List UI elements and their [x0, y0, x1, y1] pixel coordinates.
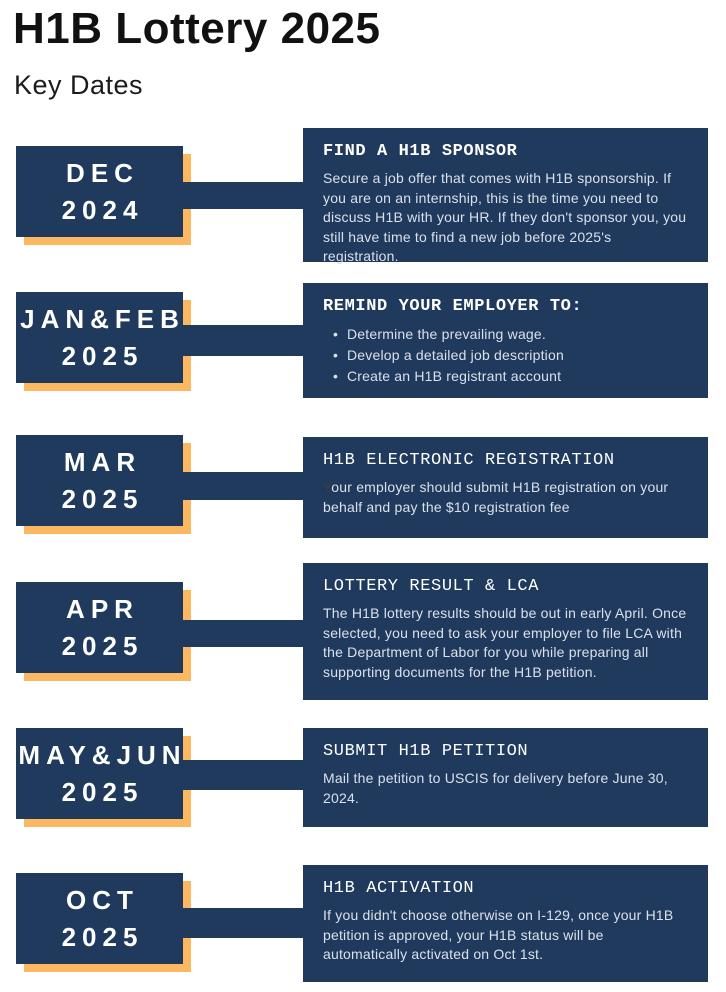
- section-body: Your employer should submit H1B registration on your behalf and pay the $10 registration fee: [323, 479, 669, 515]
- section-body: Mail the petition to USCIS for delivery before June 30, 2024.: [323, 770, 668, 806]
- section-bullets: [323, 324, 688, 387]
- content-box: [303, 283, 708, 398]
- section-heading: SUBMIT H1B PETITION: [323, 742, 529, 761]
- date-box: [16, 873, 183, 964]
- dark-first-letter: Y: [323, 479, 332, 495]
- date-month: DEC: [66, 157, 139, 188]
- date-year: 2024: [61, 194, 144, 225]
- content-box: [303, 437, 708, 538]
- date-month: APR: [66, 593, 139, 624]
- section-heading: H1B ELECTRONIC REGISTRATION: [323, 451, 615, 470]
- date-year: 2025: [61, 630, 144, 661]
- date-box: [16, 435, 183, 526]
- date-year: 2025: [61, 776, 144, 807]
- date-box: [16, 146, 183, 237]
- date-box: [16, 292, 183, 383]
- date-year: 2025: [61, 340, 144, 371]
- section-body: Secure a job offer that comes with H1B sponsorship. If you are on an internship, this is the time you need to discuss H1B with your HR. If they don't sponsor you, you still have time to find a new job before 2025's registration.: [323, 170, 687, 264]
- bullet-item: • Develop a detailed job description: [347, 345, 688, 366]
- section-heading: H1B ACTIVATION: [323, 879, 475, 898]
- content-box: [303, 128, 708, 262]
- page-subtitle: Key Dates: [14, 70, 144, 100]
- page-title: H1B Lottery 2025: [13, 4, 381, 53]
- bullet-item: • Determine the prevailing wage.: [347, 324, 688, 345]
- content-box: [303, 563, 708, 700]
- date-month: MAY&JUN: [18, 739, 187, 770]
- content-box: [303, 865, 708, 982]
- date-year: 2025: [61, 483, 144, 514]
- date-month: MAR: [63, 446, 142, 477]
- section-body: The H1B lottery results should be out in early April. Once selected, you need to ask your employer to file LCA with the Department of Labor for you while preparing all supporting documents for the H1B petition.: [323, 605, 687, 680]
- date-box: [16, 582, 183, 673]
- content-box: [303, 728, 708, 827]
- section-heading: FIND A H1B SPONSOR: [323, 142, 518, 161]
- section-heading: REMIND YOUR EMPLOYER TO:: [323, 297, 583, 316]
- date-box: [16, 728, 187, 819]
- date-year: 2025: [61, 921, 144, 952]
- section-heading: LOTTERY RESULT & LCA: [323, 577, 540, 596]
- date-month: OCT: [66, 884, 139, 915]
- bullet-item: • Create an H1B registrant account: [347, 366, 688, 387]
- date-month: JAN&FEB: [20, 303, 185, 334]
- section-body: If you didn't choose otherwise on I-129, once your H1B petition is approved, your H1B status will be automatically activated on Oct 1st.: [323, 907, 674, 962]
